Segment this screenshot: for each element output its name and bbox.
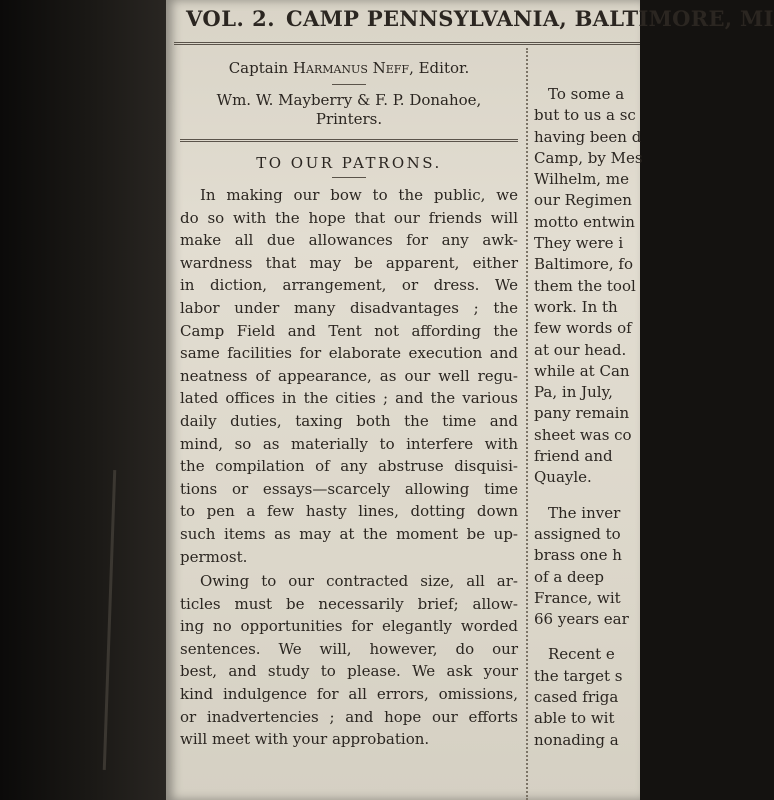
text-line: sheet was co [534, 425, 632, 444]
text-line: to pen a few hasty lines, dotting down [180, 502, 518, 521]
text-line: few words of [534, 319, 632, 338]
text-line: while at Can [534, 361, 630, 380]
right-article-2 [534, 503, 654, 631]
article-paragraph-1 [180, 184, 518, 568]
text-line: Owing to our contracted size, all ar- [200, 572, 518, 591]
text-line: best, and study to please. We ask your [180, 662, 518, 681]
text-line: work. In th [534, 297, 618, 316]
printers-names: Wm. W. Mayberry & F. P. Donahoe, [216, 91, 482, 109]
text-line: Camp, by Mes [534, 148, 643, 167]
text-line: such items as may at the moment be up- [180, 524, 518, 543]
text-line: friend and [534, 447, 613, 466]
text-line: do so with the hope that our friends will [180, 208, 518, 227]
text-line: The inver [548, 503, 621, 522]
article-paragraph-2 [180, 570, 518, 751]
text-line: nonading a [534, 730, 619, 749]
text-line: France, wit [534, 588, 621, 607]
separator-dash [332, 84, 366, 85]
text-line: In making our bow to the public, we [200, 186, 518, 204]
editor-credit: Captain Harmanus Neff, Editor. [228, 59, 470, 77]
text-line: will meet with your approbation. [180, 730, 430, 749]
text-line: but to us a sc [534, 106, 636, 125]
text-line: cased friga [534, 688, 619, 707]
text-line: Quayle. [534, 468, 592, 487]
column-divider [526, 48, 528, 800]
text-line: Pa, in July, [534, 383, 613, 402]
text-line: brass one h [534, 546, 622, 565]
text-line: mind, so as materially to interfere with [180, 434, 518, 453]
right-article-1 [534, 84, 654, 489]
left-column [180, 52, 518, 751]
text-line: wardness that may be apparent, either [180, 253, 518, 272]
printers-label: Printers. [315, 110, 383, 128]
volume-label: VOL. 2. [186, 6, 276, 31]
text-line: permost. [180, 547, 248, 566]
text-line: the compilation of any abstruse disquisi- [180, 457, 518, 476]
text-line: tions or essays—scarcely allowing time [180, 479, 518, 498]
article-heading: TO OUR PATRONS. [256, 154, 442, 172]
dark-background-edge [0, 0, 172, 800]
text-line: same facilities for elaborate execution and [180, 344, 518, 363]
text-line: Camp Field and Tent not affording the [180, 321, 518, 340]
text-line: our Regimen [534, 191, 632, 210]
spacer [534, 630, 654, 644]
text-line: the target s [534, 666, 623, 685]
text-line: make all due allowances for any awk- [180, 231, 518, 250]
spacer [534, 489, 654, 503]
text-line: Recent e [548, 645, 615, 664]
text-line: labor under many disadvantages ; the [180, 298, 518, 317]
text-line: daily duties, taxing both the time and [180, 411, 518, 430]
text-line: ticles must be necessarily brief; allow- [180, 594, 518, 613]
text-line: them the tool [534, 276, 636, 295]
masthead [166, 0, 774, 40]
text-line: at our head. [534, 340, 627, 359]
text-line: sentences. We will, however, do our [180, 639, 518, 658]
editor-name: Harmanus Neff [292, 59, 410, 77]
paper-crease-shadow [103, 470, 116, 770]
text-line: Baltimore, fo [534, 255, 634, 274]
text-line: assigned to [534, 524, 621, 543]
text-line: having been d [534, 127, 642, 146]
heading-dash [332, 177, 366, 178]
newspaper-title: CAMP PENNSYLVANIA, BALTIMORE, MI [286, 6, 774, 31]
text-line: in diction, arrangement, or dress. We [180, 276, 518, 295]
text-line: kind indulgence for all errors, omissions, [180, 685, 518, 704]
text-line: of a deep [534, 567, 605, 586]
text-line: able to wit [534, 709, 615, 728]
masthead-rule [174, 42, 640, 45]
credits-rule [180, 139, 518, 142]
text-line: 66 years ear [534, 610, 629, 629]
text-line: ing no opportunities for elegantly worded [180, 617, 518, 636]
text-line: pany remain [534, 404, 630, 423]
text-line: or inadvertencies ; and hope our efforts [180, 707, 518, 726]
text-line: Wilhelm, me [534, 170, 629, 189]
text-line: neatness of appearance, as our well regu- [180, 366, 518, 385]
printers-credit [180, 91, 518, 129]
newspaper-page [166, 0, 774, 800]
right-column [534, 84, 654, 751]
text-line: They were i [534, 234, 624, 253]
right-article-3 [534, 644, 654, 750]
text-line: lated offices in the cities ; and the various [180, 389, 518, 408]
text-line: motto entwin [534, 212, 635, 231]
text-line: To some a [548, 85, 625, 103]
